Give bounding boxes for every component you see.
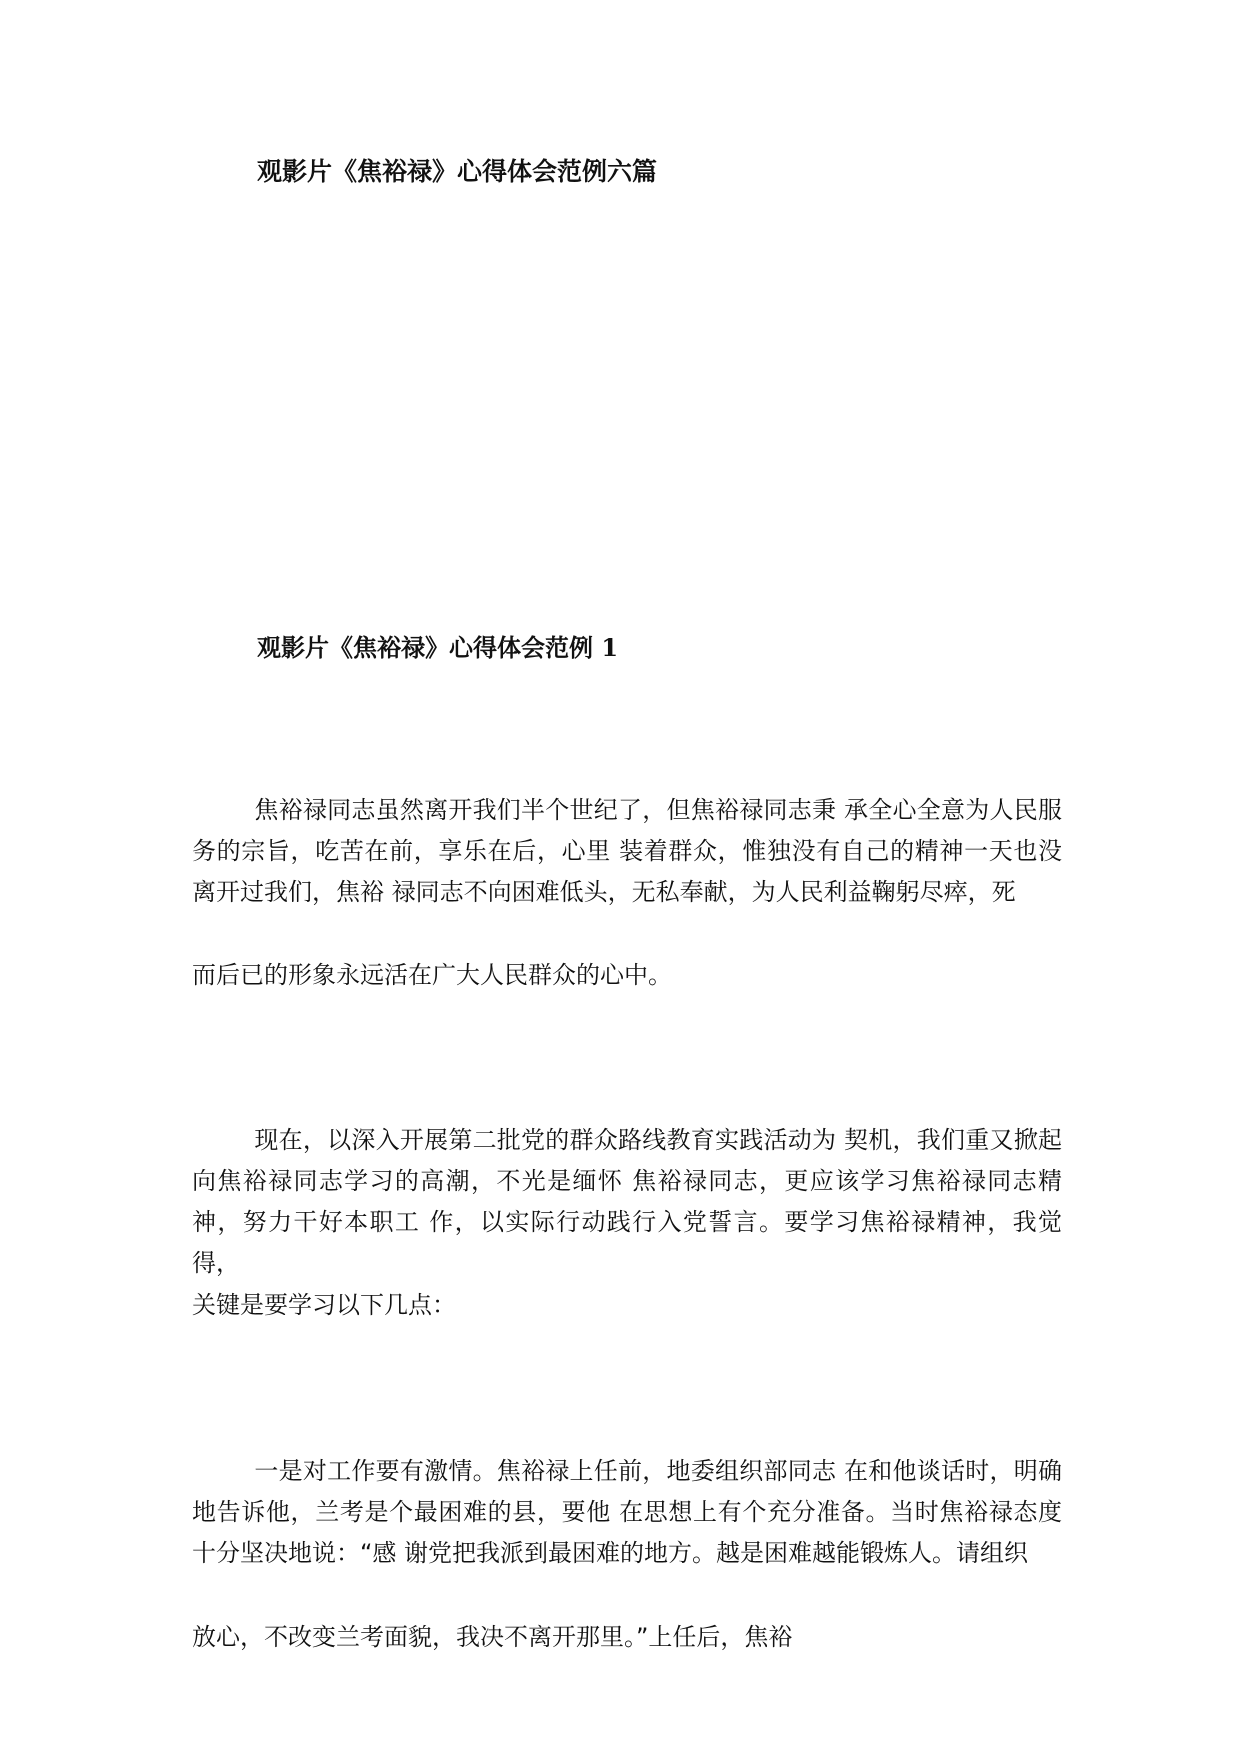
- section-heading: 观影片《焦裕禄》心得体会范例 1: [257, 633, 619, 662]
- paragraph-2: 现在，以深入开展第二批党的群众路线教育实践活动为 契机，我们重又掀起向焦裕禄同志学习的高潮，不光是缅怀 焦裕禄同志，更应该学习焦裕禄同志精神，努力干好本职工 作，以实际行动践行入党誓言。要学习焦裕禄精神，我觉得，: [192, 1126, 1062, 1277]
- paragraph-3: 一是对工作要有激情。焦裕禄上任前，地委组织部同志 在和他谈话时，明确地告诉他，兰考是个最困难的县，要他 在思想上有个充分准备。当时焦裕禄态度十分坚决地说：“感 谢党把我派到最困难的地方。越是困难越能锻炼人。请组织: [192, 1457, 1062, 1567]
- paragraph-3-continuation: 放心，不改变兰考面貌，我决不离开那里。”上任后，焦裕: [192, 1623, 793, 1651]
- paragraph-1: 焦裕禄同志虽然离开我们半个世纪了，但焦裕禄同志秉 承全心全意为人民服务的宗旨，吃苦在前，享乐在后，心里 装着群众，惟独没有自己的精神一天也没离开过我们，焦裕 禄同志不向困难低头，无私奉献，为人民利益鞠躬尽瘁，死: [192, 796, 1062, 906]
- document-title: 观影片《焦裕禄》心得体会范例六篇: [257, 157, 658, 186]
- paragraph-2-continuation: 关键是要学习以下几点：: [192, 1291, 456, 1319]
- paragraph-1-continuation: 而后已的形象永远活在广大人民群众的心中。: [192, 961, 672, 989]
